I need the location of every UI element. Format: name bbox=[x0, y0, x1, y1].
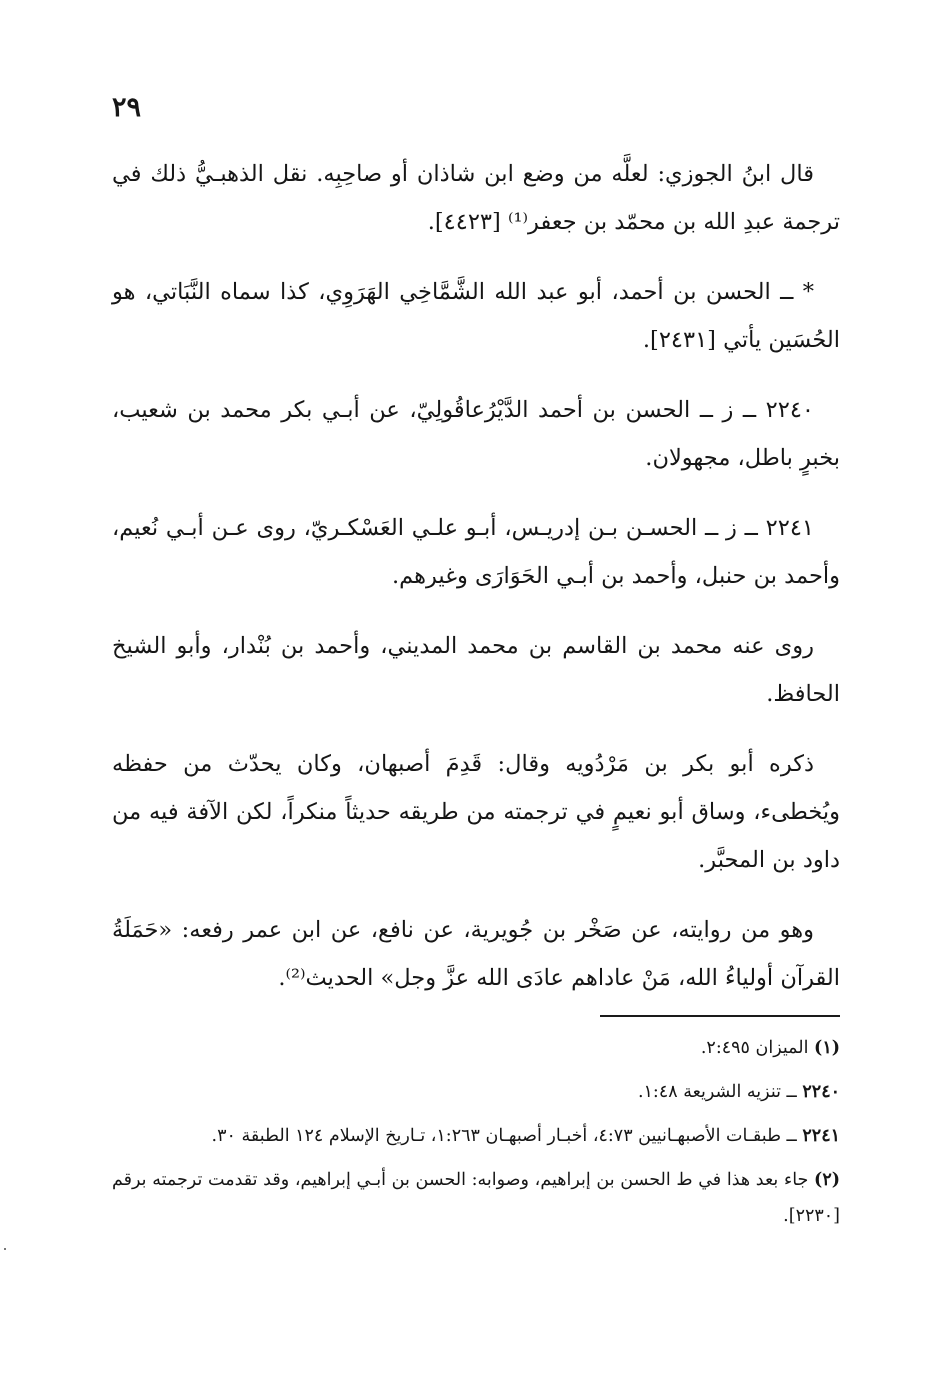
footnote-text: ــ تنزيه الشريعة ١:٤٨. bbox=[637, 1082, 797, 1102]
paragraph-ibn-marduyah: ذكره أبو بكر بن مَرْدُويه وقال: قَدِمَ أصبهان، وكان يحدّث من حفظه ويُخطىء، وساق أبو نعيمٍ في ترجمته من طريقه حديثاً منكراً، لكن الآفة فيه من داود بن المحبَّر. bbox=[112, 751, 840, 873]
page-number: ٢٩ bbox=[112, 92, 142, 123]
footnote-2241 bbox=[112, 1118, 840, 1154]
entry-2241: ٢٢٤١ ــ ز ــ الحسـن بـن إدريـس، أبـو علـي العَسْكـريّ، روى عـن أبـي نُعيم، وأحمد بن حنبل، وأحمد بن أبـي الحَوَارَى وغيرهم. bbox=[112, 515, 840, 589]
footnote-label: (٢) bbox=[814, 1170, 840, 1190]
footnote-1 bbox=[112, 1030, 840, 1066]
footnote-label: (١) bbox=[814, 1038, 840, 1058]
book-page bbox=[112, 0, 840, 1376]
footnote-2 bbox=[112, 1162, 840, 1234]
footnote-label: ٢٢٤٠ bbox=[802, 1082, 840, 1102]
footnote-2240 bbox=[112, 1074, 840, 1110]
entry-hasan-ibn-ahmad-shammakhi: * ــ الحسن بن أحمد، أبو عبد الله الشَّمَّاخِي الهَرَوِي، كذا سماه النَّبَاتي، هو الحُسَين يأتي [٢٤٣١]. bbox=[112, 279, 840, 353]
scan-speck bbox=[4, 1248, 6, 1250]
footnote-text: جاء بعد هذا في ط الحسن بن إبراهيم، وصوابه: الحسن بن أبـي إبراهيم، وقد تقدمت ترجمته برقم [٢٢٣٠]. bbox=[112, 1170, 840, 1226]
main-text bbox=[112, 150, 840, 1024]
footnote-text: الميزان ٢:٤٩٥. bbox=[700, 1038, 809, 1058]
entry-2240: ٢٢٤٠ ــ ز ــ الحسن بن أحمد الدَّيْرُعاقُولِيّ، عن أبـي بكر محمد بن شعيب، بخبرٍ باطل، مجهولان. bbox=[112, 397, 840, 471]
footnotes bbox=[112, 1030, 840, 1242]
paragraph-hadith: وهو من روايته، عن صَخْر بن جُويرية، عن نافع، عن ابن عمر رفعه: «حَمَلَةُ القرآن أولياءُ الله، مَنْ عاداهم عادَى الله عزَّ وجل» الحديث⁽²⁾. bbox=[112, 917, 840, 991]
footnote-divider bbox=[600, 1015, 840, 1017]
paragraph-ibn-jawzi: قال ابنُ الجوزي: لعلَّه من وضع ابن شاذان أو صاحِبِه. نقل الذهبـيُّ ذلك في ترجمة عبدِ الله بن محمّد بن جعفر⁽¹⁾ [٤٤٢٣]. bbox=[112, 161, 840, 235]
footnote-text: ــ طبقـات الأصبهـانيين ٤:٧٣، أخبـار أصبهـان ١:٢٦٣، تـاريخ الإسلام ١٢٤ الطبقة ٣٠. bbox=[211, 1126, 797, 1146]
paragraph-narrators: روى عنه محمد بن القاسم بن محمد المديني، وأحمد بن بُنْدار، وأبو الشيخ الحافظ. bbox=[112, 633, 840, 707]
footnote-label: ٢٢٤١ bbox=[802, 1126, 840, 1146]
